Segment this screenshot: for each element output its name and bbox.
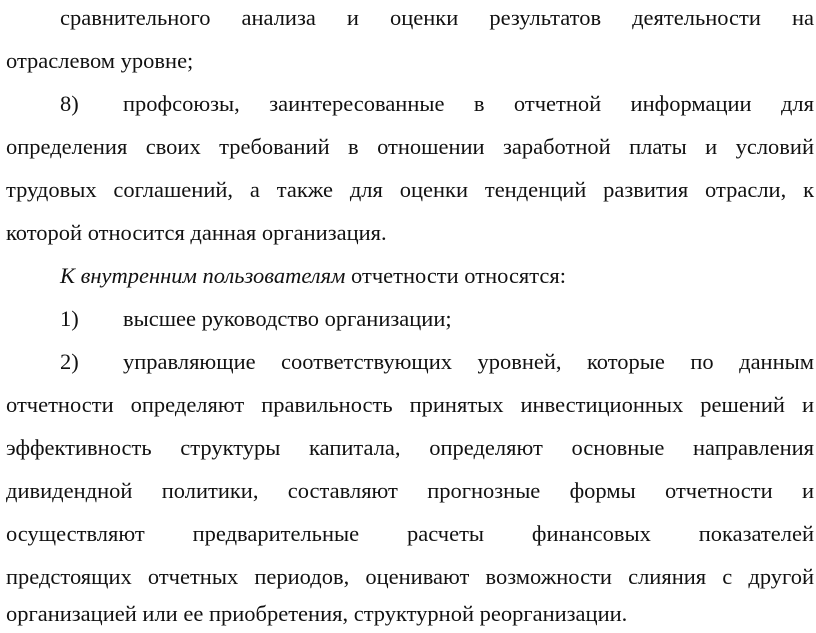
paragraph-line: трудовых соглашений, а также для оценки тенденций развития отрасли, к [6,177,814,202]
list-item-line: профсоюзы, заинтересованные в отчетной информации для [123,91,814,116]
italic-term: К внутренним пользователям [60,263,346,288]
paragraph-line: отраслевом уровне; [6,48,194,73]
paragraph-line: эффективность структуры капитала, определяют основные направления [6,435,814,460]
paragraph-line: организацией или ее приобретения, структурной реорганизации. [6,601,628,626]
paragraph-line: определения своих требований в отношении заработной платы и условий [6,134,814,159]
paragraph-line: отчетности определяют правильность принятых инвестиционных решений и [6,392,814,417]
paragraph-line: сравнительного анализа и оценки результатов деятельности на [60,5,814,30]
list-item-line: высшее руководство организации; [123,306,452,331]
list-item-line: управляющие соответствующих уровней, которые по данным [123,349,814,374]
paragraph-line: которой относится данная организация. [6,220,387,245]
paragraph-line: предстоящих отчетных периодов, оценивают возможности слияния с другой [6,564,814,589]
list-number: 8) [60,91,79,116]
list-number: 1) [60,306,79,331]
paragraph-text: отчетности относятся: [345,263,566,288]
paragraph-line: осуществляют предварительные расчеты финансовых показателей [6,521,814,546]
list-number: 2) [60,349,79,374]
paragraph-line: дивидендной политики, составляют прогнозные формы отчетности и [6,478,814,503]
paragraph-line [60,261,814,291]
